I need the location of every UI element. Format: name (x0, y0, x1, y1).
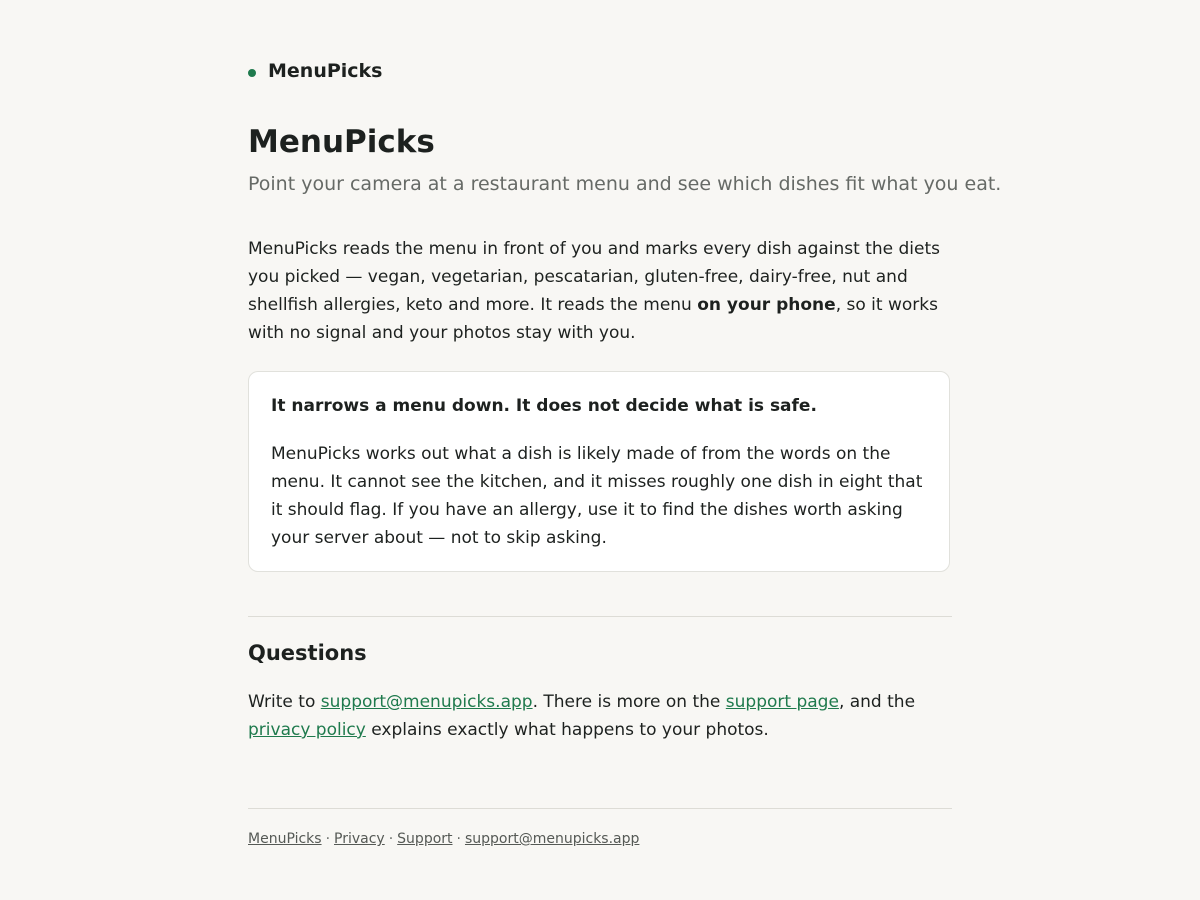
footer-link-privacy[interactable]: Privacy (334, 831, 385, 847)
questions-text-1: Write to (248, 692, 321, 712)
intro-text-after: , so it works with no signal and your photos stay with you. (248, 295, 938, 343)
footer-separator: · (456, 831, 461, 847)
page-title: MenuPicks (248, 124, 435, 160)
brand[interactable] (248, 60, 383, 82)
support-email-link[interactable]: support@menupicks.app (320, 692, 533, 712)
footer-separator: · (325, 831, 331, 847)
footer-separator: · (388, 831, 394, 847)
footer-divider (248, 808, 952, 809)
questions-text-2: . There is more on the (532, 692, 726, 712)
callout-body: MenuPicks works out what a dish is likely made of from the words on the menu. It cannot see the kitchen, and it misses roughly one dish in eight that it should flag. If you have an allergy, use it to find the dishes worth asking your server about — not to skip asking. (271, 444, 923, 548)
footer-link-support[interactable]: Support (397, 831, 453, 847)
page-subtitle: Point your camera at a restaurant menu and see which dishes fit what you eat. (248, 173, 1002, 195)
questions-text-3: , and the (838, 692, 916, 712)
divider (248, 616, 952, 617)
brand-dot-icon (248, 69, 256, 77)
intro-paragraph (248, 235, 952, 347)
callout-heading: It narrows a menu down. It does not decide what is safe. (271, 396, 817, 416)
questions-text-4: explains exactly what happens to your photos. (365, 720, 769, 740)
questions-paragraph (248, 688, 952, 744)
intro-text-before: MenuPicks reads the menu in front of you and marks every dish against the diets you picked — vegan, vegetarian, pescatarian, gluten-free, dairy-free, nut and shellfish allergies, keto and more. It reads the menu (248, 239, 941, 315)
safety-callout (248, 371, 950, 572)
footer-link-email[interactable]: support@menupicks.app (464, 831, 640, 847)
footer-link-home[interactable]: MenuPicks (248, 831, 322, 847)
intro-emphasis: on your phone (697, 295, 836, 315)
privacy-policy-link[interactable]: privacy policy (248, 720, 366, 740)
support-page-link[interactable]: support page (725, 692, 839, 712)
brand-name[interactable]: MenuPicks (268, 60, 383, 82)
questions-heading: Questions (248, 641, 367, 665)
footer (248, 831, 639, 847)
